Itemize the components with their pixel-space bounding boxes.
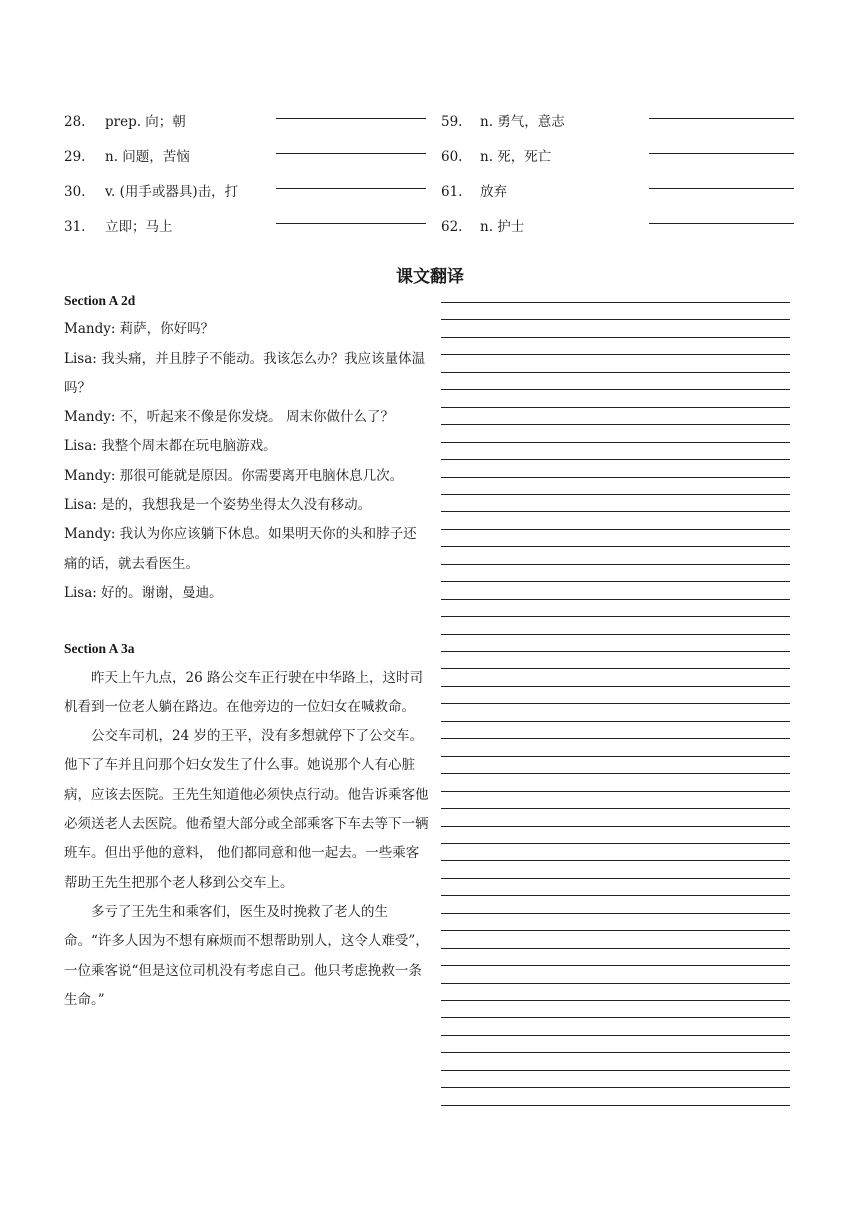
vocab-number: 29. — [64, 149, 86, 165]
vocab-number: 62. — [441, 219, 463, 235]
vocab-definition: 立即；马上 — [105, 219, 173, 235]
answer-blank[interactable] — [276, 223, 426, 224]
writing-line — [441, 302, 790, 303]
section-heading: Section A 3a — [64, 641, 135, 657]
writing-line — [441, 442, 790, 443]
vocab-item — [64, 147, 426, 167]
writing-line — [441, 372, 790, 373]
dialog-line: Mandy: 那很可能就是原因。你需要离开电脑休息几次。 — [64, 467, 404, 484]
writing-line — [441, 930, 790, 931]
dialog-line: Lisa: 我整个周末都在玩电脑游戏。 — [64, 438, 277, 455]
writing-line — [441, 791, 790, 792]
dialog-line: Mandy: 莉萨，你好吗？ — [64, 321, 215, 338]
dialog-line: Lisa: 我头痛，并且脖子不能动。我该怎么办？我应该量体温吗？ — [64, 350, 426, 396]
vocab-definition: v. (用手或器具)击，打 — [105, 184, 239, 200]
writing-line — [441, 1017, 790, 1018]
dialog-line: Mandy: 我认为你应该躺下休息。如果明天你的头和脖子还痛的话，就去看医生。 — [64, 526, 417, 572]
vocab-definition: prep. 向；朝 — [105, 114, 186, 130]
vocab-item — [441, 217, 794, 237]
writing-line — [441, 1000, 790, 1001]
answer-blank[interactable] — [649, 118, 794, 119]
translation-text — [64, 286, 430, 1015]
vocab-item — [64, 112, 426, 132]
writing-line — [441, 913, 790, 914]
paragraph: 昨天上午九点，26 路公交车正行驶在中华路上，这时司机看到一位老人躺在路边。在他旁边的一位妇女在喊救命。 — [64, 669, 423, 715]
writing-line — [441, 895, 790, 896]
writing-line — [441, 354, 790, 355]
writing-line — [441, 477, 790, 478]
writing-line — [441, 686, 790, 687]
writing-line — [441, 878, 790, 879]
vocab-number: 30. — [64, 184, 86, 200]
vocab-number: 28. — [64, 114, 86, 130]
dialog-line: Lisa: 是的，我想我是一个姿势坐得太久没有移动。 — [64, 497, 372, 514]
section-heading: Section A 2d — [64, 293, 136, 308]
vocab-item — [64, 182, 426, 202]
writing-line — [441, 756, 790, 757]
vocab-item — [441, 112, 794, 132]
writing-line — [441, 407, 790, 408]
paragraph: 公交车司机，24 岁的王平，没有多想就停下了公交车。他下了车并且问那个妇女发生了什么事。她说那个人有心脏病，应该去医院。王先生知道他必须快点行动。他告诉乘客他必须送老人去医院。他希望大部分或全部乘客下车去等下一辆班车。但出乎他的意料， 他们都同意和他一起去。一些乘客帮助王先生把那个老人移到公交车上。 — [64, 728, 429, 891]
vocab-number: 31. — [64, 219, 86, 235]
writing-line — [441, 581, 790, 582]
writing-line — [441, 1035, 790, 1036]
writing-line — [441, 721, 790, 722]
vocab-definition: n. 问题，苦恼 — [105, 149, 190, 165]
writing-line — [441, 634, 790, 635]
writing-line — [441, 860, 790, 861]
answer-blank[interactable] — [649, 188, 794, 189]
vocab-number: 59. — [441, 114, 463, 130]
vocab-number: 61. — [441, 184, 463, 200]
writing-line — [441, 599, 790, 600]
spacer — [64, 608, 430, 634]
writing-line — [441, 965, 790, 966]
vocab-number: 60. — [441, 149, 463, 165]
vocab-definition: n. 勇气，意志 — [480, 114, 565, 130]
writing-line — [441, 511, 790, 512]
writing-line — [441, 738, 790, 739]
answer-blank[interactable] — [276, 188, 426, 189]
writing-line — [441, 337, 790, 338]
writing-line — [441, 703, 790, 704]
dialog-line: Lisa: 好的。谢谢，曼迪。 — [64, 584, 223, 601]
writing-line — [441, 1052, 790, 1053]
paragraph: 多亏了王先生和乘客们，医生及时挽救了老人的生命。“许多人因为不想有麻烦而不想帮助别人，这令人难受”，一位乘客说“但是这位司机没有考虑自己。他只考虑挽救一条生命。” — [64, 903, 429, 1008]
writing-line — [441, 424, 790, 425]
writing-line — [441, 389, 790, 390]
writing-line — [441, 826, 790, 827]
vocab-item — [441, 147, 794, 167]
writing-line — [441, 651, 790, 652]
vocab-definition: n. 护士 — [480, 219, 525, 235]
dialog-line: Mandy: 不，听起来不像是你发烧。 周末你做什么了？ — [64, 409, 394, 426]
writing-line — [441, 1070, 790, 1071]
answer-blank[interactable] — [276, 118, 426, 119]
answer-blank[interactable] — [649, 223, 794, 224]
writing-line — [441, 616, 790, 617]
writing-line — [441, 1105, 790, 1106]
writing-line — [441, 564, 790, 565]
vocab-item — [64, 217, 426, 237]
page-title: 课文翻译 — [396, 267, 464, 287]
answer-blank[interactable] — [649, 153, 794, 154]
writing-line — [441, 494, 790, 495]
writing-line — [441, 843, 790, 844]
writing-line — [441, 948, 790, 949]
writing-line — [441, 319, 790, 320]
vocab-definition: n. 死，死亡 — [480, 149, 552, 165]
vocab-definition: 放弃 — [480, 184, 507, 200]
writing-line — [441, 529, 790, 530]
writing-line — [441, 668, 790, 669]
answer-blank[interactable] — [276, 153, 426, 154]
vocab-item — [441, 182, 794, 202]
writing-line — [441, 1087, 790, 1088]
writing-line — [441, 808, 790, 809]
writing-line — [441, 983, 790, 984]
writing-line — [441, 773, 790, 774]
writing-line — [441, 546, 790, 547]
writing-line — [441, 459, 790, 460]
